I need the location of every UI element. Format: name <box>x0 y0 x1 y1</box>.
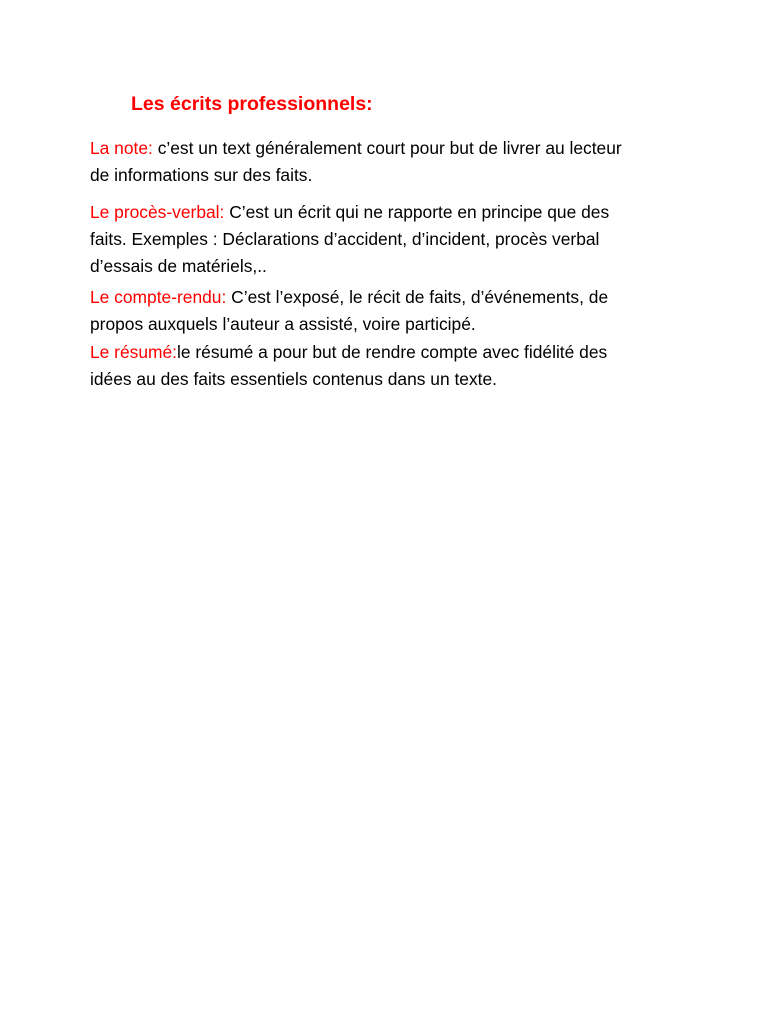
section-term: Le résumé: <box>90 342 177 362</box>
section-line <box>90 199 690 226</box>
document-title: Les écrits professionnels: <box>131 93 373 115</box>
section-compte-rendu <box>90 284 690 338</box>
section-la-note <box>90 135 690 189</box>
section-line <box>90 135 690 162</box>
section-text: faits. Exemples : Déclarations d’accident, d’incident, procès verbal <box>90 229 600 249</box>
section-text: le résumé a pour but de rendre compte avec fidélité des <box>177 342 608 362</box>
section-text: c’est un text généralement court pour but de livrer au lecteur <box>152 138 622 158</box>
section-term: La note: <box>90 138 153 158</box>
section-text: C’est un écrit qui ne rapporte en principe que des <box>224 202 610 222</box>
section-proces-verbal <box>90 199 690 280</box>
section-line <box>90 339 690 366</box>
section-term: Le compte-rendu: <box>90 287 227 307</box>
section-text: d’essais de matériels,.. <box>90 256 267 276</box>
section-resume <box>90 339 690 393</box>
section-line <box>90 284 690 311</box>
section-text: de informations sur des faits. <box>90 165 313 185</box>
section-text: idées au des faits essentiels contenus dans un texte. <box>90 369 498 389</box>
section-text: propos auxquels l’auteur a assisté, voire participé. <box>90 314 476 334</box>
section-text: C’est l’exposé, le récit de faits, d’événements, de <box>226 287 609 307</box>
section-term: Le procès-verbal: <box>90 202 225 222</box>
